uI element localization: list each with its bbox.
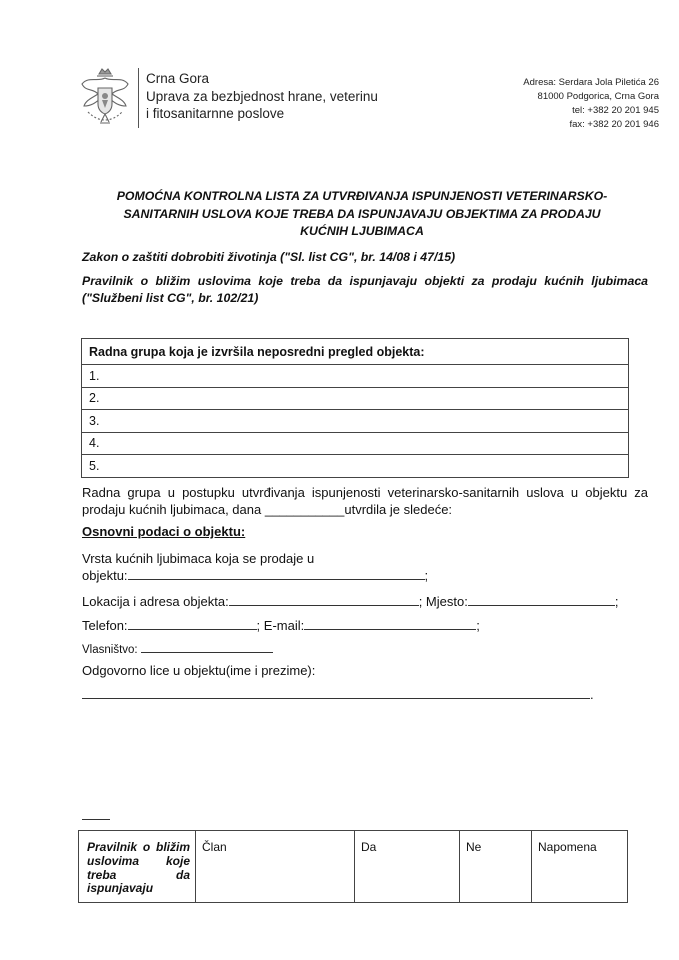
yes-column-header: Da [355, 831, 460, 903]
intro-paragraph [82, 484, 648, 518]
location-label: Lokacija i adresa objekta: [82, 594, 229, 609]
contact-semicolon: ; [476, 618, 480, 633]
law-reference: Zakon o zaštiti dobrobiti životinja ("Sl. list CG", br. 14/08 i 47/15) [82, 250, 456, 264]
address-line-2: 81000 Podgorica, Crna Gora [537, 91, 659, 102]
phone-field[interactable] [128, 617, 257, 630]
responsible-person-row [82, 686, 594, 703]
regulation-column-header: Pravilnik o bližim uslovima koje treba da ispunjavaju [79, 831, 196, 903]
fax-number: fax: +382 20 201 946 [569, 119, 659, 130]
ownership-label: Vlasništvo: [82, 644, 138, 656]
responsible-person-label: Odgovorno lice u objektu(ime i prezime): [82, 663, 316, 678]
title-line-1: POMOĆNA KONTROLNA LISTA ZA UTVRĐIVANJA ISPUNJENOSTI VETERINARSKO- [116, 189, 608, 203]
contact-block [523, 76, 659, 132]
working-group-header: Radna grupa koja je izvršila neposredni pregled objekta: [82, 339, 629, 365]
email-field[interactable] [304, 617, 476, 630]
intro-text-end: utvrdila je sledeće: [344, 502, 453, 517]
title-line-3: KUĆNIH LJUBIMACA [300, 224, 424, 238]
date-blank[interactable]: ___________ [264, 502, 345, 517]
pet-type-row [82, 567, 428, 584]
phone-label: Telefon: [82, 618, 128, 633]
pet-type-field[interactable] [128, 567, 425, 580]
regulation-reference: Pravilnik o bližim uslovima koje treba da ispunjavaju objekti za prodaju kućnih ljubimaca ("Službeni list CG", br. 102/21) [82, 274, 648, 305]
ownership-row [82, 641, 273, 659]
pet-type-label: objektu: [82, 568, 128, 583]
responsible-period: . [590, 687, 594, 702]
ownership-field[interactable] [141, 641, 273, 653]
working-group-row[interactable]: 5. [82, 455, 629, 478]
location-row [82, 593, 618, 610]
responsible-person-field[interactable] [82, 686, 590, 699]
no-column-header: Ne [460, 831, 532, 903]
pet-type-semicolon: ; [424, 568, 429, 583]
separator-line [82, 819, 110, 820]
pet-type-label-line: Vrsta kućnih ljubimaca koja se prodaje u [82, 551, 315, 566]
org-line-1: Crna Gora [146, 71, 210, 86]
title-line-2: SANITARNIH USLOVA KOJE TREBA DA ISPUNJAVAJU OBJEKTIMA ZA PRODAJU [123, 206, 601, 221]
note-column-header: Napomena [532, 831, 628, 903]
working-group-row[interactable]: 3. [82, 410, 629, 433]
working-group-row[interactable]: 1. [82, 365, 629, 388]
coat-of-arms-icon [78, 66, 132, 128]
header-divider [138, 68, 139, 128]
intro-text: Radna grupa u postupku utvrđivanja ispunjenosti veterinarsko-sanitarnih uslova u objektu za prodaju kućnih ljubimaca, dana [82, 485, 648, 517]
place-label: ; Mjesto: [418, 594, 468, 609]
article-column-header: Član [196, 831, 355, 903]
basic-info-heading: Osnovni podaci o objektu: [82, 524, 246, 539]
email-label: ; E-mail: [256, 618, 305, 633]
contact-row [82, 617, 480, 634]
working-group-row[interactable]: 2. [82, 387, 629, 410]
working-group-row[interactable]: 4. [82, 432, 629, 455]
organization-name [146, 70, 378, 123]
org-line-3: i fitosanitarnne poslove [146, 106, 285, 121]
phone-number: tel: +382 20 201 945 [572, 105, 659, 116]
org-line-2: Uprava za bezbjednost hrane, veterinu [146, 88, 378, 104]
location-field[interactable] [229, 593, 419, 606]
address-line-1: Adresa: Serdara Jola Piletića 26 [523, 77, 659, 88]
checklist-table [78, 830, 628, 903]
place-field[interactable] [468, 593, 615, 606]
location-semicolon: ; [614, 594, 619, 609]
working-group-table [81, 338, 629, 478]
document-title [60, 188, 664, 241]
